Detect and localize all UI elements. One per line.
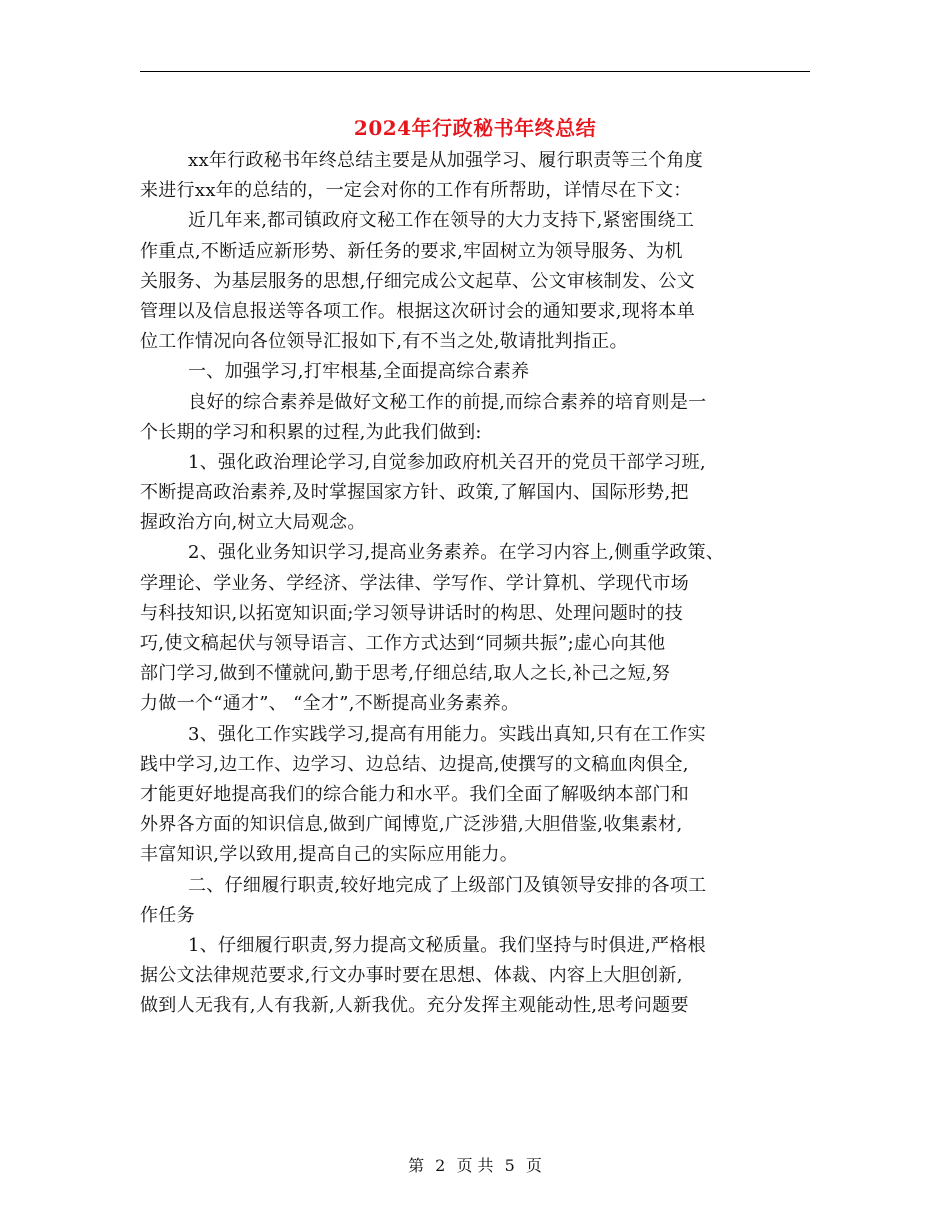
text-line: 2、强化业务知识学习,提高业务素养。在学习内容上,侧重学政策、	[188, 542, 725, 564]
total-pages-number: 5	[504, 1156, 515, 1175]
text-line: 作任务	[140, 904, 195, 926]
text-line: 1、强化政治理论学习,自觉参加政府机关召开的党员干部学习班,	[188, 451, 706, 473]
text-line: 管理以及信息报送等各项工作。根据这次研讨会的通知要求,现将本单	[140, 300, 696, 322]
text-line: 不断提高政治素养,及时掌握国家方针、政策,了解国内、国际形势,把	[140, 482, 689, 504]
text-line: 才能更好地提高我们的综合能力和水平。我们全面了解吸纳本部门和	[140, 783, 689, 805]
text-line: 力做一个“通才”、 “全才”,不断提高业务素养。	[140, 693, 520, 715]
text-line: 一、加强学习,打牢根基,全面提高综合素养	[188, 361, 530, 383]
text-line: 丰富知识,学以致用,提高自己的实际应用能力。	[140, 844, 519, 866]
text-line: 关服务、为基层服务的思想,仔细完成公文起草、公文审核制发、公文	[140, 270, 696, 292]
current-page-number: 2	[435, 1156, 446, 1175]
text-line: 个长期的学习和积累的过程,为此我们做到:	[140, 421, 482, 443]
text-line: 二、仔细履行职责,较好地完成了上级部门及镇领导安排的各项工	[188, 874, 707, 896]
text-line: 良好的综合素养是做好文秘工作的前提,而综合素养的培育则是一	[188, 391, 707, 413]
text-line: 作重点,不断适应新形势、新任务的要求,牢固树立为领导服务、为机	[140, 240, 683, 262]
text-line: 1、仔细履行职责,努力提高文秘质量。我们坚持与时俱进,严格根	[188, 934, 706, 956]
text-line: xx年行政秘书年终总结主要是从加强学习、履行职责等三个角度	[188, 150, 703, 171]
text-line: 学理论、学业务、学经济、学法律、学写作、学计算机、学现代市场	[140, 572, 689, 594]
text-line: 3、强化工作实践学习,提高有用能力。实践出真知,只有在工作实	[188, 723, 706, 745]
footer-middle: 页 共	[456, 1156, 494, 1175]
text-line: 做到人无我有,人有我新,人新我优。充分发挥主观能动性,思考问题要	[140, 995, 689, 1017]
text-line: 位工作情况向各位领导汇报如下,有不当之处,敬请批判指正。	[140, 331, 628, 353]
footer-prefix: 第	[408, 1156, 425, 1175]
text-line: 近几年来,都司镇政府文秘工作在领导的大力支持下,紧密围绕工	[188, 210, 695, 232]
text-line: 与科技知识,以拓宽知识面;学习领导讲话时的构思、处理问题时的技	[140, 602, 684, 624]
page-footer	[0, 1153, 950, 1176]
text-line: 外界各方面的知识信息,做到广闻博览,广泛涉猎,大胆借鉴,收集素材,	[140, 814, 683, 836]
document-title: 2024年行政秘书年终总结	[353, 116, 597, 140]
header-rule	[140, 71, 810, 72]
text-line: 践中学习,边工作、边学习、边总结、边提高,使撰写的文稿血肉俱全,	[140, 753, 689, 775]
text-line: 部门学习,做到不懂就问,勤于思考,仔细总结,取人之长,补己之短,努	[140, 663, 671, 685]
document-body	[140, 146, 820, 1021]
footer-suffix: 页	[525, 1156, 542, 1175]
text-line: 来进行xx年的总结的，一定会对你的工作有所帮助，详情尽在下文：	[140, 180, 692, 202]
text-line: 巧,使文稿起伏与领导语言、工作方式达到“同频共振”;虚心向其他	[140, 633, 666, 654]
text-line: 据公文法律规范要求,行文办事时要在思想、体裁、内容上大胆创新,	[140, 965, 683, 987]
text-line: 握政治方向,树立大局观念。	[140, 512, 366, 534]
